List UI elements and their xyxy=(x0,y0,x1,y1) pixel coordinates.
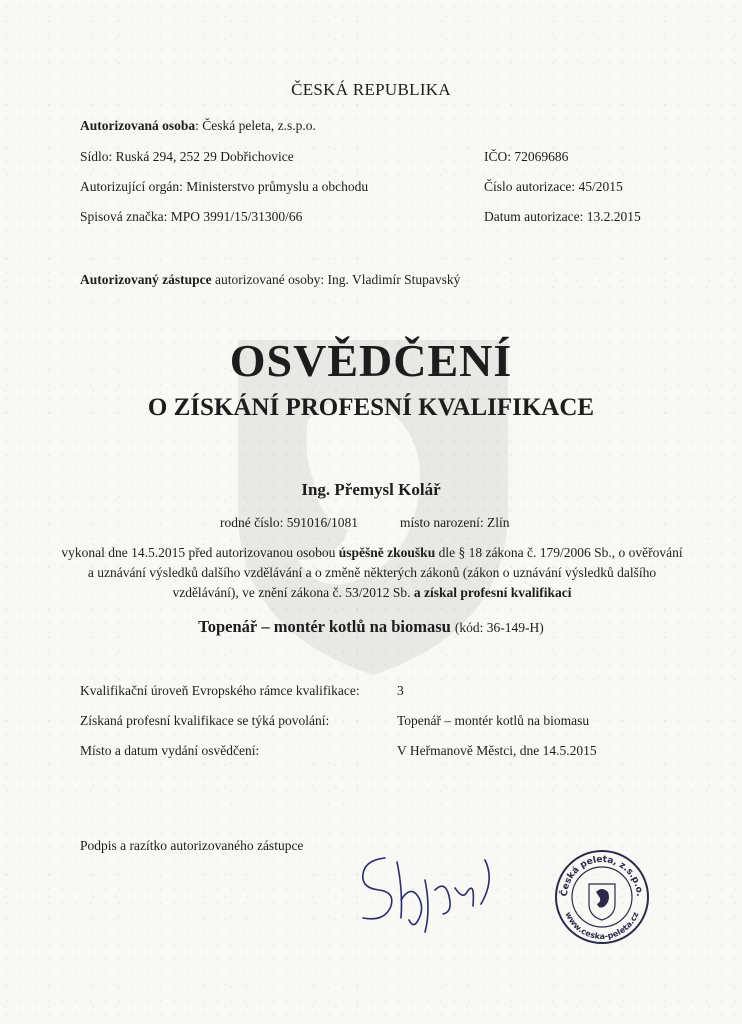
ico-number: IČO: 72069686 xyxy=(484,149,569,164)
detail-value-occupation: Topenář – montér kotlů na biomasu xyxy=(397,713,590,728)
certificate-title: OSVĚDČENÍ xyxy=(229,335,513,386)
detail-label-occupation: Získaná profesní kvalifikace se týká povolání: xyxy=(80,713,330,728)
seat-address: Sídlo: Ruská 294, 252 29 Dobřichovice xyxy=(80,149,294,164)
svg-text:Česká peleta, z.s.p.o.: Česká peleta, z.s.p.o. xyxy=(559,854,645,897)
certificate-subtitle: O ZÍSKÁNÍ PROFESNÍ KVALIFIKACE xyxy=(147,394,595,421)
statement-part-2: dle § 18 zákona č. 179/2006 Sb., o ověřování a uznávání výsledků dalšího vzdělávání a o změně některých zákonů (zákon o uznávání výsledků dalšího vzdělávání), ve znění zákona č. 53/2012 Sb. xyxy=(87,545,683,600)
signature-label: Podpis a razítko autorizovaného zástupce xyxy=(80,838,304,853)
authorized-person-value: : Česká peleta, z.s.p.o. xyxy=(195,118,316,133)
qualification-name: Topenář – montér kotlů na biomasu xyxy=(198,617,451,636)
authorized-representative-value: autorizované osoby: Ing. Vladimír Stupavský xyxy=(211,272,461,287)
authorized-representative-label: Autorizovaný zástupce xyxy=(80,272,212,287)
authorized-representative xyxy=(80,272,460,288)
statement-bold-2: a získal profesní kvalifikaci xyxy=(413,585,572,600)
qualification-code: (kód: 36-149-H) xyxy=(454,620,544,635)
authorizing-body: Autorizující orgán: Ministerstvo průmyslu a obchodu xyxy=(80,179,369,194)
handwritten-signature xyxy=(345,840,505,935)
round-stamp xyxy=(553,848,651,946)
qualification xyxy=(0,617,742,637)
detail-label-eqf: Kvalifikační úroveň Evropského rámce kvalifikace: xyxy=(80,683,360,698)
authorization-number: Číslo autorizace: 45/2015 xyxy=(484,179,623,194)
detail-value-eqf: 3 xyxy=(397,683,404,698)
country-header: ČESKÁ REPUBLIKA xyxy=(291,80,451,99)
statement-bold-1: úspěšně zkoušku xyxy=(338,545,436,560)
detail-value-place-date: V Heřmanově Městci, dne 14.5.2015 xyxy=(397,743,597,758)
svg-text:www.ceska-peleta.cz: www.ceska-peleta.cz xyxy=(563,910,641,942)
detail-label-place-date: Místo a datum vydání osvědčení: xyxy=(80,743,260,758)
holder-name: Ing. Přemysl Kolář xyxy=(301,480,441,499)
birth-number: rodné číslo: 591016/1081 xyxy=(220,515,358,530)
exam-statement xyxy=(60,543,684,603)
statement-part-1: vykonal dne 14.5.2015 před autorizovanou osobou xyxy=(61,545,339,560)
authorized-person xyxy=(80,118,316,134)
file-reference: Spisová značka: MPO 3991/15/31300/66 xyxy=(80,209,303,224)
authorization-date: Datum autorizace: 13.2.2015 xyxy=(484,209,641,224)
birth-place: místo narození: Zlín xyxy=(400,515,510,530)
authorized-person-label: Autorizovaná osoba xyxy=(80,118,196,133)
